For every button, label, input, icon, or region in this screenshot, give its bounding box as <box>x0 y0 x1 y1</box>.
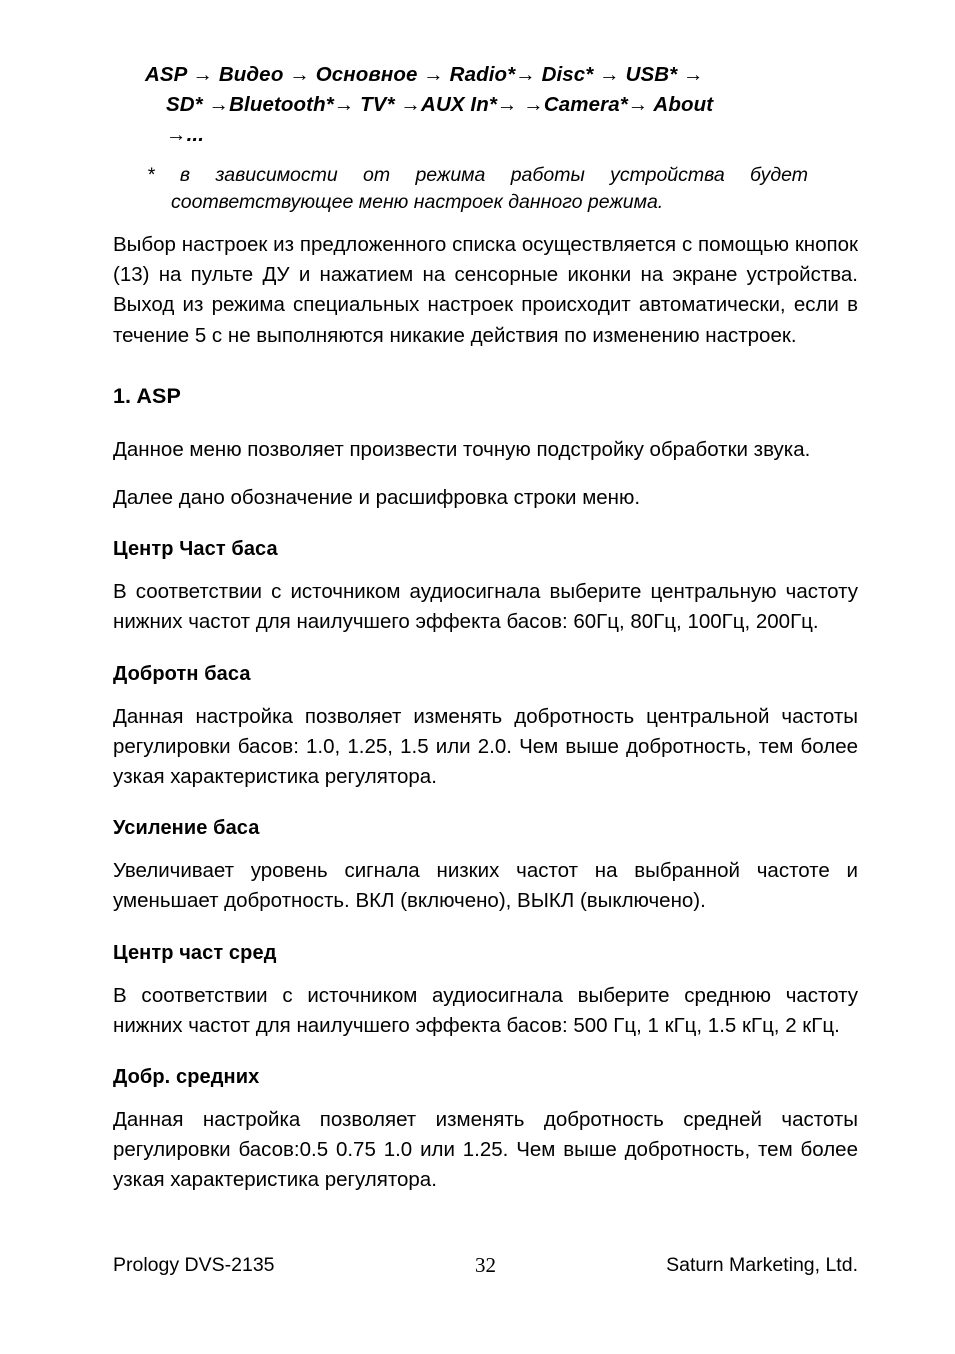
section-legend-paragraph: Далее дано обозначение и расшифровка строки меню. <box>113 486 641 510</box>
footnote-block <box>113 162 858 216</box>
footer-company-name: Saturn Marketing, Ltd. <box>666 1254 858 1276</box>
setting-description-mid-q: Данная настройка позволяет изменять добротность средней частоты регулировки басов:0.5 0.75 1.0 или 1.25. Чем выше добротность, тем более узкая характеристика регулятора. <box>113 1108 858 1192</box>
section-intro-paragraph: Данное меню позволяет произвести точную подстройку обработки звука. <box>113 437 811 461</box>
setting-description-bass-boost: Увеличивает уровень сигнала низких частот на выбранной частоте и уменьшает добротность. ВКЛ (включено), ВЫКЛ (выключено). <box>113 859 858 913</box>
footer-model-name: Prology DVS-2135 <box>113 1254 275 1276</box>
setting-heading-bass-boost: Усиление баса <box>113 817 260 840</box>
footer-page-number: 32 <box>475 1253 496 1277</box>
menu-path-line-3: →... <box>166 123 204 146</box>
menu-path-line-2: SD* →Bluetooth*→ TV* →AUX In*→ →Camera*→ About <box>166 93 714 116</box>
section-heading-asp: 1. ASP <box>113 383 181 408</box>
footnote-line-2: соответствующее меню настроек данного режима. <box>171 191 664 213</box>
menu-path-line-1: ASP → Видео → Основное → Radio*→ Disc* → USB* → <box>145 63 704 86</box>
page-footer <box>113 1252 858 1282</box>
setting-description-bass-center-freq: В соответствии с источником аудиосигнала выберите центральную частоту нижних частот для наилучшего эффекта басов: 60Гц, 80Гц, 100Гц, 200Гц. <box>113 580 858 634</box>
page-content <box>113 60 858 1196</box>
setting-heading-mid-center-freq: Центр част сред <box>113 941 277 964</box>
footnote-line-1: * в зависимости от режима работы устройства будет <box>147 164 808 186</box>
menu-path-heading <box>113 60 858 150</box>
setting-heading-mid-q: Добр. средних <box>113 1066 260 1089</box>
setting-description-mid-center-freq: В соответствии с источником аудиосигнала выберите среднюю частоту нижних частот для наилучшего эффекта басов: 500 Гц, 1 кГц, 1.5 кГц, 2 кГц. <box>113 983 858 1037</box>
intro-paragraph: Выбор настроек из предложенного списка осуществляется с помощью кнопок (13) на пульте ДУ и нажатием на сенсорные иконки на экране устройства. Выход из режима специальных настроек происходит автоматически, если в течение 5 с не выполняются никакие действия по изменению настроек. <box>113 233 858 347</box>
setting-heading-bass-center-freq: Центр Част баса <box>113 538 278 561</box>
setting-heading-bass-q: Добротн баса <box>113 662 251 685</box>
setting-description-bass-q: Данная настройка позволяет изменять добротность центральной частоты регулировки басов: 1.0, 1.25, 1.5 или 2.0. Чем выше добротность, тем более узкая характеристика регулятора. <box>113 704 858 789</box>
